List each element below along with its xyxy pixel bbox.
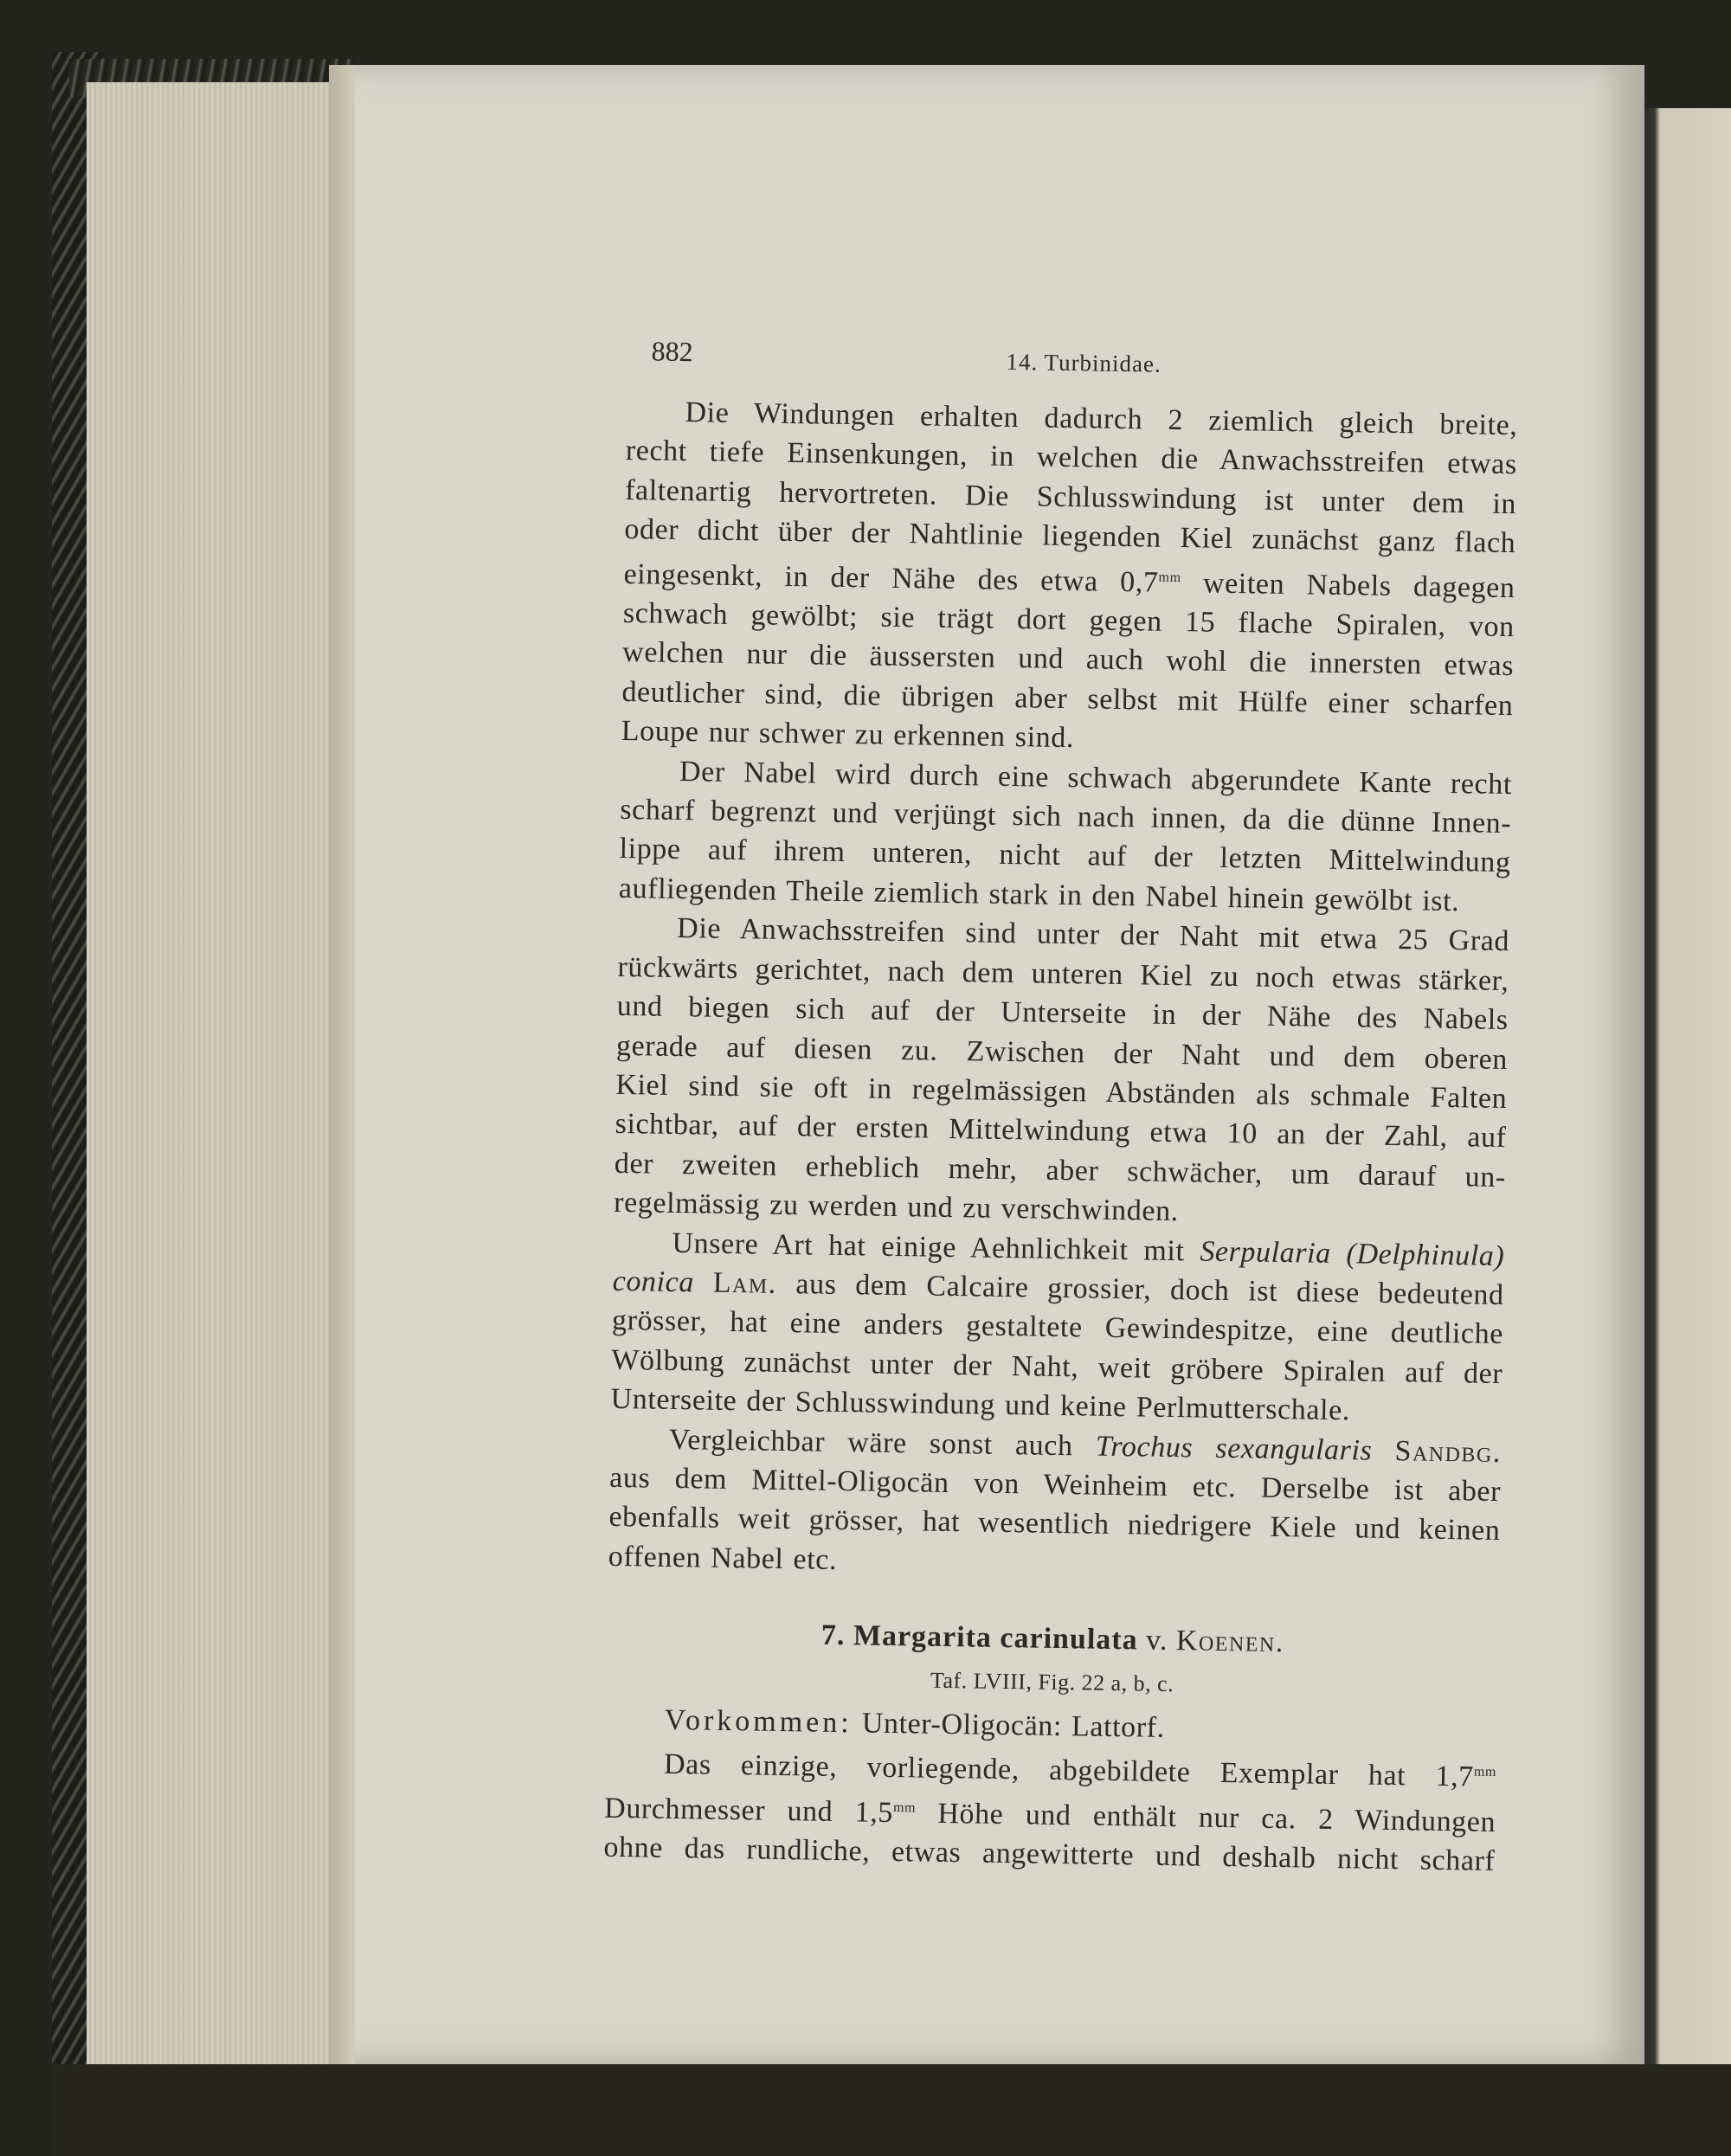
text-line: schwach gewölbt; sie trägt dort gegen 15 flache Spiralen, von: [622, 596, 1515, 644]
text-line: Kiel sind sie oft in regelmässigen Abständen als schmale Falten: [615, 1068, 1508, 1115]
unit-mm: mm: [1473, 1764, 1497, 1780]
text-line: welchen nur die äussersten und auch wohl die innersten etwas: [621, 636, 1515, 683]
text-line: Wölbung zunächst unter der Naht, weit gröbere Spiralen auf der: [611, 1343, 1503, 1390]
text-line: sichtbar, auf der ersten Mittelwindung etwa 10 an der Zahl, auf: [615, 1108, 1507, 1155]
text-fragment: aus dem Calcaire grossier, doch ist diese bedeutend: [795, 1268, 1504, 1311]
paragraph-1: [621, 392, 1517, 765]
text-line: der zweiten erheblich mehr, aber schwächer, um darauf un-: [614, 1147, 1507, 1194]
species-name: Trochus sexangularis: [1095, 1430, 1373, 1467]
paragraph-4: [610, 1222, 1504, 1432]
text-fragment: eingesenkt, in der Nähe des etwa 0,7: [623, 557, 1159, 599]
occurrence-label: Vorkommen:: [664, 1703, 853, 1740]
facing-page-edge: [1644, 108, 1731, 2064]
text-line: aufliegenden Theile ziemlich stark in den Nabel hinein gewölbt ist.: [618, 872, 1460, 918]
text-line: Die Windungen erhalten dadurch 2 ziemlich gleich breite,: [685, 396, 1518, 442]
author-name: Sandbg.: [1394, 1434, 1503, 1469]
text-line: gerade auf diesen zu. Zwischen der Naht und dem oberen: [615, 1029, 1509, 1076]
text-fragment: Das einzige, vorliegende, abgebildete Exemplar hat 1,7: [663, 1748, 1475, 1793]
text-line: faltenartig hervortreten. Die Schlusswindung ist unter dem in: [624, 473, 1517, 520]
paragraph-2: [619, 751, 1513, 923]
text-fragment: weiten Nabels dagegen: [1202, 567, 1515, 604]
bottom-shadow: [52, 2064, 1731, 2156]
text-line: oder dicht über der Nahtlinie liegenden Kiel zunächst ganz flach: [624, 513, 1516, 560]
unit-mm: mm: [1158, 570, 1181, 585]
paragraph-3: [614, 908, 1510, 1236]
page-edges: [87, 82, 346, 2073]
text-line: ohne das rundliche, etwas angewitterte und deshalb nicht scharf: [603, 1831, 1496, 1878]
plate-reference: Taf. LVIII, Fig. 22 a, b, c.: [930, 1667, 1174, 1696]
text-line: scharf begrenzt und verjüngt sich nach innen, da die dünne Innen-: [620, 793, 1512, 840]
text-line: recht tiefe Einsenkungen, in welchen die Anwachsstreifen etwas: [625, 434, 1518, 481]
text-fragment: Vergleichbar wäre sonst auch: [668, 1423, 1073, 1462]
text-line: rückwärts gerichtet, nach dem unteren Kiel zu noch etwas stärker,: [617, 950, 1509, 997]
text-line: grösser, hat eine anders gestaltete Gewindespitze, eine deutliche: [611, 1304, 1504, 1351]
section-species: Margarita carinulata: [853, 1619, 1138, 1657]
text-line: lippe auf ihrem unteren, nicht auf der letzten Mittelwindung: [619, 833, 1511, 879]
author-name: Lam.: [712, 1266, 777, 1300]
page-text: [603, 333, 1519, 1882]
section-author: Koenen.: [1175, 1625, 1285, 1659]
text-line: ebenfalls weit grösser, hat wesentlich niedrigere Kiele und keinen: [608, 1501, 1501, 1548]
paragraph-6: [603, 1739, 1496, 1881]
running-head: 14. Turbinidae.: [1006, 348, 1162, 377]
occurrence-value: Unter-Oligocän: Lattorf.: [861, 1707, 1166, 1744]
text-line: offenen Nabel etc.: [608, 1540, 838, 1576]
text-fragment: Höhe und enthält nur ca. 2 Windungen: [937, 1797, 1496, 1838]
text-line: Unterseite der Schlusswindung und keine Perlmutterschale.: [610, 1383, 1351, 1427]
text-fragment: Unsere Art hat einige Aehnlichkeit mit: [672, 1226, 1185, 1267]
text-line: und biegen sich auf der Unterseite in der Nähe des Nabels: [616, 990, 1509, 1037]
text-line: deutlicher sind, die übrigen aber selbst mit Hülfe einer scharfen: [621, 675, 1514, 722]
section-number: 7.: [820, 1619, 846, 1652]
paragraph-5: [608, 1419, 1502, 1590]
page-number: 882: [651, 335, 693, 368]
species-name: conica: [612, 1265, 695, 1299]
text-line: aus dem Mittel-Oligocän von Weinheim etc. Derselbe ist aber: [608, 1461, 1502, 1508]
unit-mm: mm: [892, 1799, 917, 1816]
text-fragment: Durchmesser und 1,5: [603, 1792, 894, 1829]
text-line: Die Anwachsstreifen sind unter der Naht mit etwa 25 Grad: [676, 912, 1510, 958]
section-author-prefix: v.: [1145, 1624, 1168, 1657]
text-line: Loupe nur schwer zu erkennen sind.: [621, 715, 1075, 755]
species-name: Serpularia (Delphinula): [1200, 1235, 1505, 1272]
text-line: Der Nabel wird durch eine schwach abgerundete Kante recht: [679, 755, 1513, 801]
text-line: regelmässig zu werden und zu verschwinden.: [613, 1187, 1180, 1228]
